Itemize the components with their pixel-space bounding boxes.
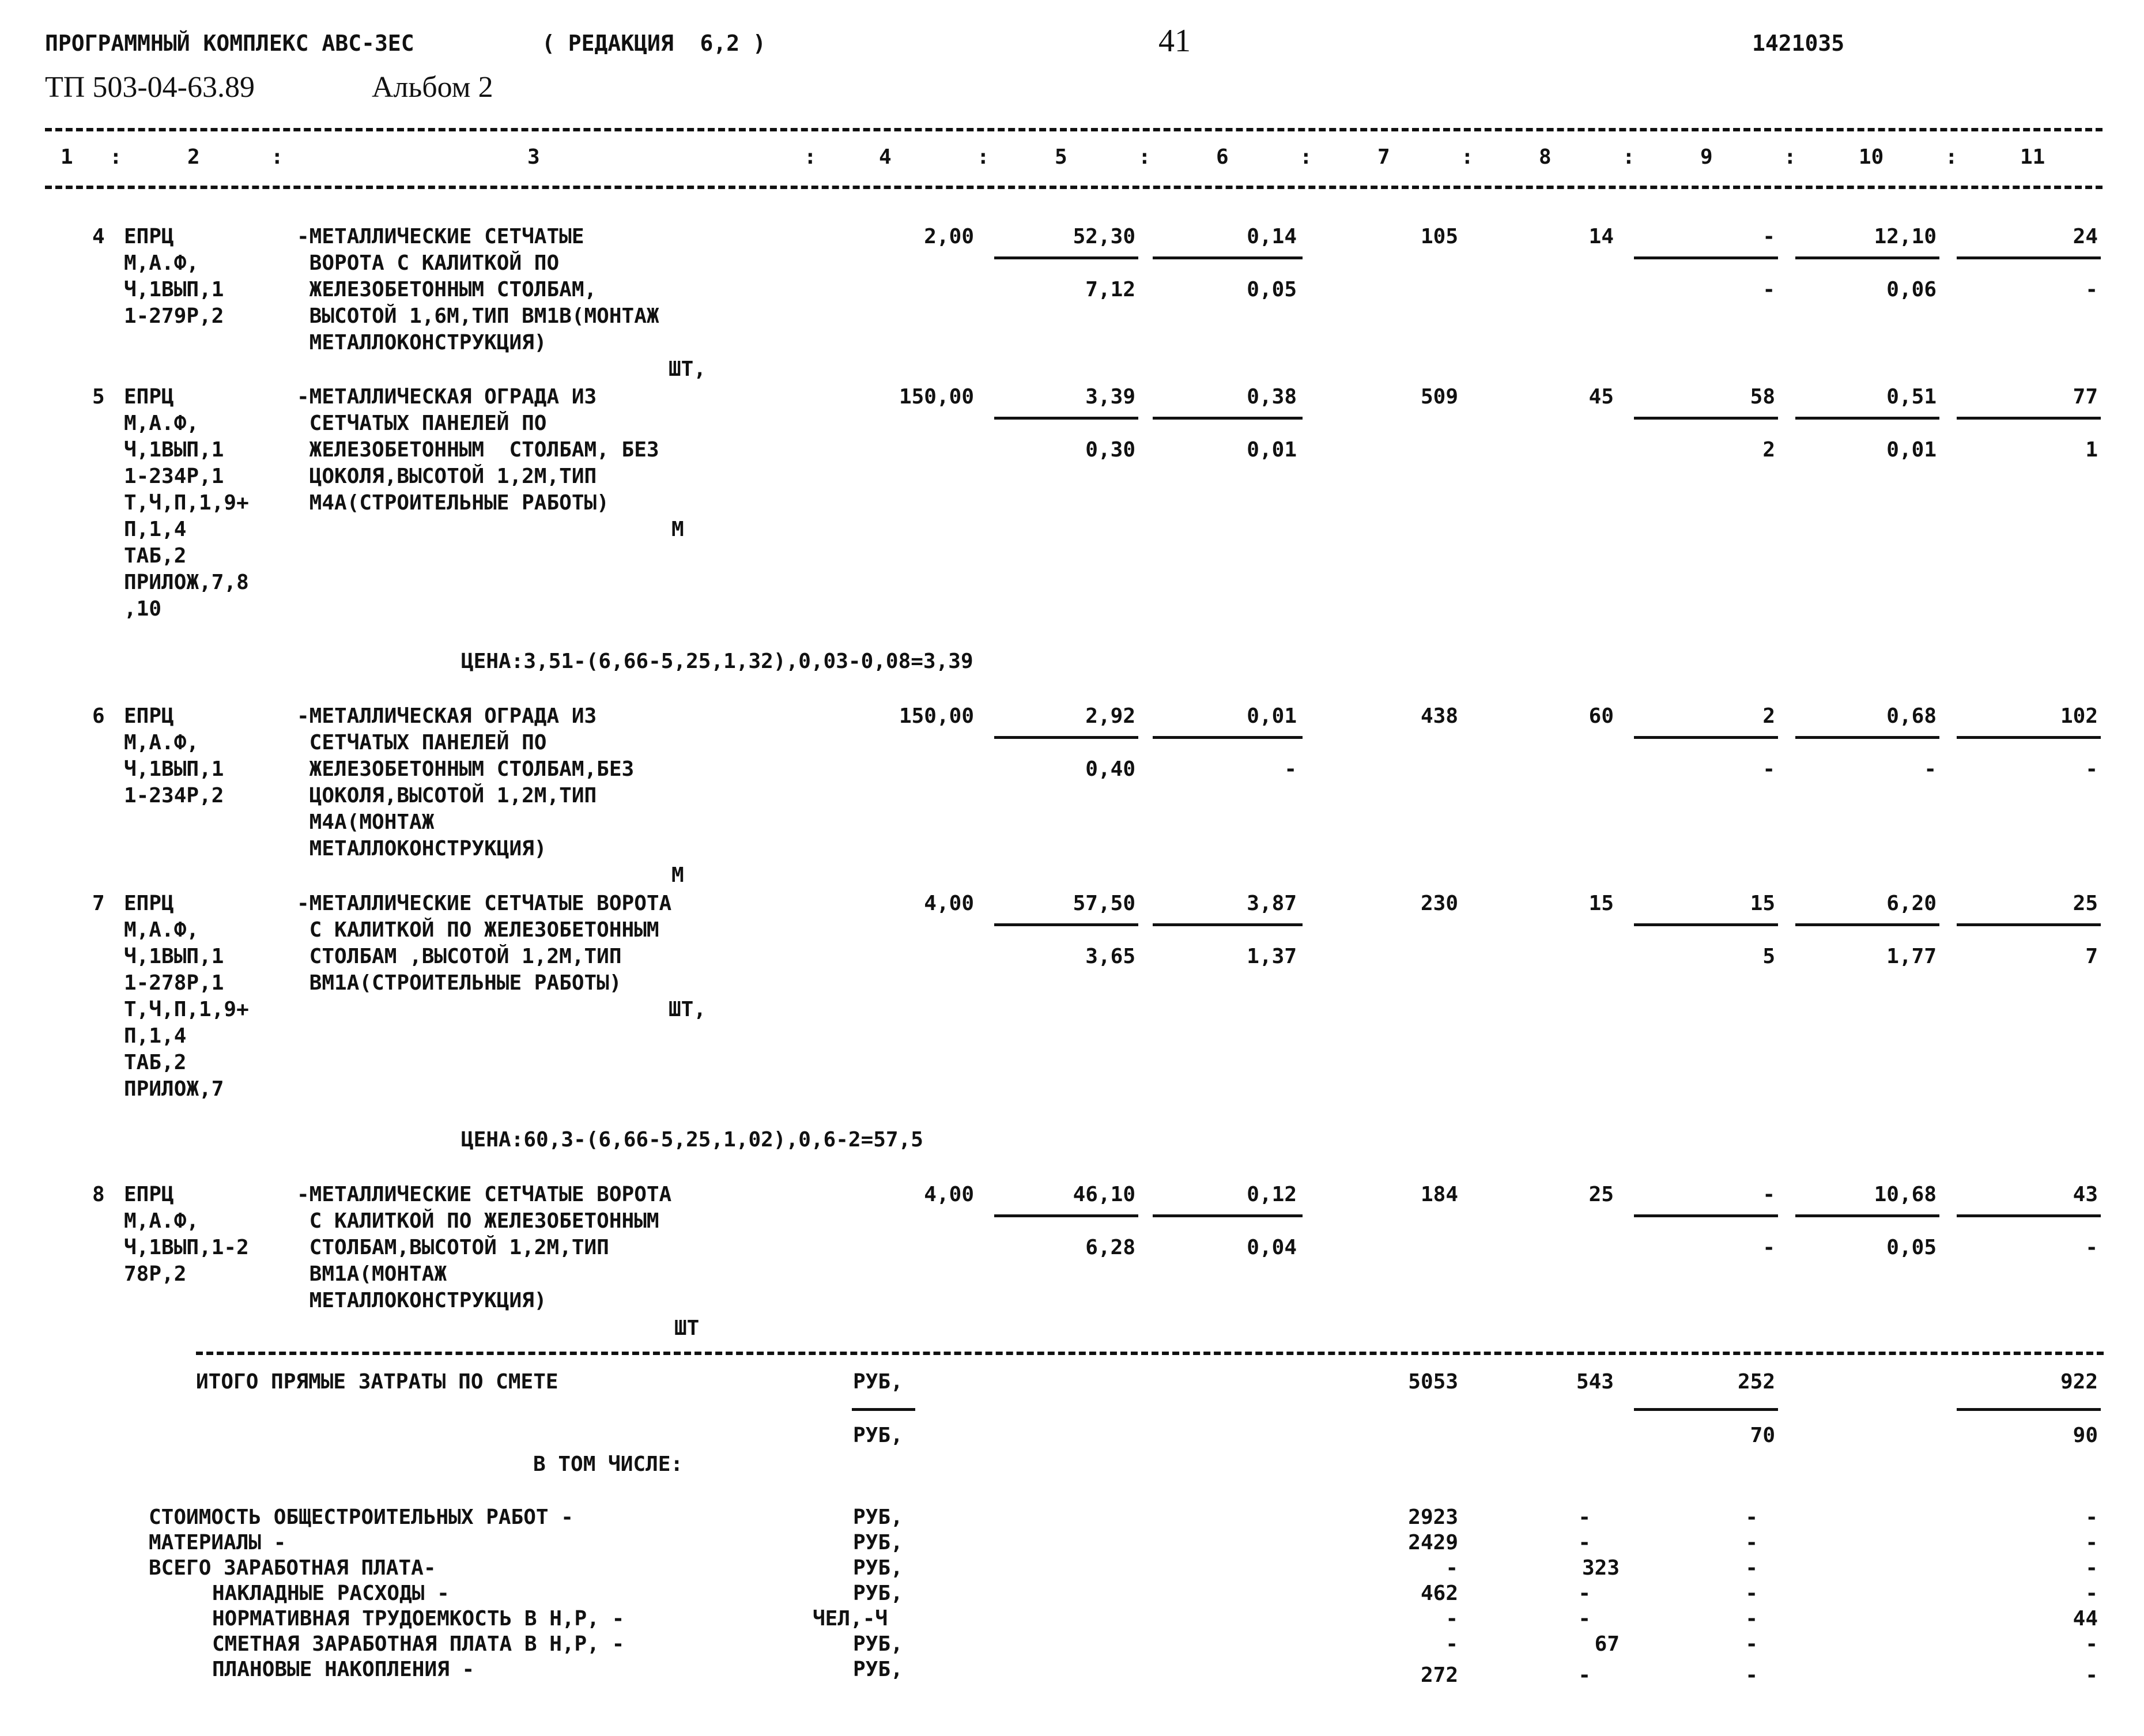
row-desc-line: ВОРОТА С КАЛИТКОЙ ПО [297,251,560,275]
album-label: Альбом 2 [372,71,493,104]
col-8-header: 8 [1539,145,1552,169]
cell-c10: 12,10 [1874,225,1937,248]
cell-c6: 0,38 [1247,385,1297,409]
row-code-line: ТАБ,2 [124,544,187,568]
cell-c6b: 1,37 [1247,945,1297,968]
cell-c9b: - [1762,278,1775,301]
cell-c11: 102 [2060,704,2098,728]
fraction-rule [1957,736,2101,739]
row-number: 6 [92,704,105,728]
fraction-rule [1634,1214,1778,1217]
breakdown-label: ПЛАНОВЫЕ НАКОПЛЕНИЯ - [212,1658,475,1681]
including-label: В ТОМ ЧИСЛЕ: [533,1452,684,1476]
cell-c7: 509 [1420,385,1458,409]
breakdown-label: ВСЕГО ЗАРАБОТНАЯ ПЛАТА- [149,1556,436,1580]
fraction-rule [1795,256,1939,259]
cell-c10b: 0,06 [1886,278,1937,301]
cell-c8: 15 [1588,892,1614,915]
col-1-header: 1 [61,145,73,169]
cell-c10b: 1,77 [1886,945,1937,968]
cell-c11b: 7 [2085,945,2098,968]
row-desc-line: М4А(СТРОИТЕЛЬНЫЕ РАБОТЫ) [297,491,609,515]
fraction-rule [1634,1408,1778,1411]
cell-c4: 4,00 [924,892,974,915]
breakdown-c11: - [2085,1582,2098,1605]
breakdown-unit: РУБ, [853,1632,903,1656]
breakdown-c11: - [2085,1531,2098,1554]
row-code-line: ЕПРЦ [124,225,174,248]
cell-c6b: 0,01 [1247,438,1297,462]
fraction-rule [1153,1214,1303,1217]
fraction-rule [1153,736,1303,739]
row-desc-line: С КАЛИТКОЙ ПО ЖЕЛЕЗОБЕТОННЫМ [297,1209,659,1233]
total-c8: 543 [1576,1370,1614,1394]
breakdown-unit: РУБ, [853,1582,903,1605]
cell-c10b: - [1924,757,1937,781]
breakdown-label: СТОИМОСТЬ ОБЩЕСТРОИТЕЛЬНЫХ РАБОТ - [149,1505,573,1529]
row-code-line: ,10 [124,597,162,621]
row-desc-line: ЖЕЛЕЗОБЕТОННЫМ СТОЛБАМ,БЕЗ [297,757,635,781]
row-code-line: ТАБ,2 [124,1051,187,1074]
breakdown-c11: - [2085,1556,2098,1580]
row-code-line: 1-234Р,2 [124,784,224,807]
row-desc-line: ВМ1А(СТРОИТЕЛЬНЫЕ РАБОТЫ) [297,971,622,995]
cell-c11: 24 [2073,225,2098,248]
cell-c9b: - [1762,1236,1775,1259]
breakdown-c9: - [1745,1556,1758,1580]
row-desc-line: -МЕТАЛЛИЧЕСКИЕ СЕТЧАТЫЕ ВОРОТА [297,892,672,915]
breakdown-label: СМЕТНАЯ ЗАРАБОТНАЯ ПЛАТА В Н,Р, - [212,1632,625,1656]
col-separator: : [1945,145,1958,169]
cell-c5: 57,50 [1073,892,1135,915]
row-code-line: Т,Ч,П,1,9+ [124,998,249,1021]
cell-c11b: - [2085,278,2098,301]
total-c11: 922 [2060,1370,2098,1394]
row-desc-line: СТОЛБАМ,ВЫСОТОЙ 1,2М,ТИП [297,1236,609,1259]
row-code-line: 1-234Р,1 [124,465,224,488]
col-7-header: 7 [1377,145,1390,169]
total-unit-secondary: РУБ, [853,1424,903,1447]
col-11-header: 11 [2020,145,2045,169]
row-desc-line: ВЫСОТОЙ 1,6М,ТИП ВМ1В(МОНТАЖ [297,304,659,328]
row-desc-line: ЖЕЛЕЗОБЕТОННЫМ СТОЛБАМ, [297,278,597,301]
cell-c8: 60 [1588,704,1614,728]
row-desc-line: -МЕТАЛЛИЧЕСКАЯ ОГРАДА ИЗ [297,385,597,409]
cell-c9: 2 [1762,704,1775,728]
row-code-line: М,А.Ф, [124,251,199,275]
col-9-header: 9 [1700,145,1713,169]
cell-c11: 43 [2073,1183,2098,1206]
row-code-line: Ч,1ВЫП,1 [124,278,224,301]
row-desc-line: ЦОКОЛЯ,ВЫСОТОЙ 1,2М,ТИП [297,465,597,488]
breakdown-unit: РУБ, [853,1505,903,1529]
row-number: 7 [92,892,105,915]
row-code-line: Ч,1ВЫП,1-2 [124,1236,249,1259]
row-code-line: ЕПРЦ [124,1183,174,1206]
fraction-rule [1634,736,1778,739]
cell-c5: 3,39 [1085,385,1135,409]
cell-c9: 15 [1750,892,1775,915]
breakdown-unit: РУБ, [853,1658,903,1681]
breakdown-c7: 462 [1420,1582,1458,1605]
breakdown-c8: - [1578,1607,1591,1631]
breakdown-c9: - [1745,1607,1758,1631]
total-c9b: 70 [1750,1424,1775,1447]
cell-c10: 6,20 [1886,892,1937,915]
row-desc-line: СЕТЧАТЫХ ПАНЕЛЕЙ ПО [297,731,547,754]
row-desc-line: ЖЕЛЕЗОБЕТОННЫМ СТОЛБАМ, БЕЗ [297,438,659,462]
price-formula: ЦЕНА:3,51-(6,66-5,25,1,32),0,03-0,08=3,39 [461,650,973,673]
breakdown-c7: - [1445,1632,1458,1656]
row-number: 8 [92,1183,105,1206]
cell-c7: 438 [1420,704,1458,728]
row-desc-line: СТОЛБАМ ,ВЫСОТОЙ 1,2М,ТИП [297,945,622,968]
cell-c8: 45 [1588,385,1614,409]
breakdown-c9: - [1745,1531,1758,1554]
cell-c6b: 0,04 [1247,1236,1297,1259]
fraction-rule [1634,923,1778,926]
fraction-rule [1957,1408,2101,1411]
fraction-rule [1957,1214,2101,1217]
row-code-line: ЕПРЦ [124,892,174,915]
fraction-rule [994,736,1138,739]
cell-c5: 52,30 [1073,225,1135,248]
cell-c6b: 0,05 [1247,278,1297,301]
col-3-header: 3 [527,145,540,169]
row-code-line: ПРИЛОЖ,7 [124,1077,224,1101]
row-desc-line: СЕТЧАТЫХ ПАНЕЛЕЙ ПО [297,412,547,435]
total-c7: 5053 [1408,1370,1458,1394]
col-separator: : [977,145,990,169]
breakdown-c7: - [1445,1607,1458,1631]
row-code-line: ЕПРЦ [124,704,174,728]
cell-c6b: - [1284,757,1297,781]
cell-c8: 14 [1588,225,1614,248]
cell-c11b: - [2085,757,2098,781]
row-code-line: П,1,4 [124,1024,187,1048]
breakdown-c11: 44 [2073,1607,2098,1631]
row-desc-line: МЕТАЛЛОКОНСТРУКЦИЯ) [297,837,547,861]
col-separator: : [271,145,284,169]
row-code-line: Ч,1ВЫП,1 [124,757,224,781]
breakdown-label: НАКЛАДНЫЕ РАСХОДЫ - [212,1582,450,1605]
col-separator: : [1461,145,1474,169]
cell-c7: 105 [1420,225,1458,248]
fraction-rule [1634,256,1778,259]
cell-c5b: 0,40 [1085,757,1135,781]
fraction-rule [994,923,1138,926]
fraction-rule [1153,256,1303,259]
cell-c6: 0,12 [1247,1183,1297,1206]
breakdown-c8: - [1578,1531,1591,1554]
fraction-rule [1957,923,2101,926]
page-number: 41 [1158,23,1191,59]
fraction-rule [994,256,1138,259]
cell-c11: 25 [2073,892,2098,915]
row-desc-line: М4А(МОНТАЖ [297,810,435,834]
fraction-rule [1634,417,1778,420]
fraction-rule [1153,417,1303,420]
col-separator: : [1784,145,1796,169]
fraction-rule [1795,923,1939,926]
row-desc-line: -МЕТАЛЛИЧЕСКИЕ СЕТЧАТЫЕ [297,225,584,248]
fraction-rule [852,1408,915,1411]
row-code-line: ПРИЛОЖ,7,8 [124,571,249,594]
cell-c10: 0,51 [1886,385,1937,409]
cell-c11: 77 [2073,385,2098,409]
breakdown-label: МАТЕРИАЛЫ - [149,1531,286,1554]
col-separator: : [1622,145,1635,169]
row-code-line: М,А.Ф, [124,918,199,942]
cell-c4: 150,00 [899,704,974,728]
cell-c6: 0,01 [1247,704,1297,728]
col-6-header: 6 [1216,145,1229,169]
row-code-line: Ч,1ВЫП,1 [124,438,224,462]
breakdown-c8: 67 [1594,1632,1620,1656]
fraction-rule [994,417,1138,420]
row-code-line: 1-279Р,2 [124,304,224,328]
cell-c9b: 2 [1762,438,1775,462]
row-number: 4 [92,225,105,248]
breakdown-c7: 2923 [1408,1505,1458,1529]
row-desc-line: -МЕТАЛЛИЧЕСКИЕ СЕТЧАТЫЕ ВОРОТА [297,1183,672,1206]
header-top-rule [45,128,2103,131]
tp-code: ТП 503-04-63.89 [45,71,255,104]
edition-label: ( РЕДАКЦИЯ 6,2 ) [542,31,766,56]
doc-code: 1421035 [1752,31,1845,56]
row-desc-line: ВМ1А(МОНТАЖ [297,1262,447,1286]
row-unit: М [671,518,684,541]
row-desc-line: МЕТАЛЛОКОНСТРУКЦИЯ) [297,331,547,354]
breakdown-c8: 323 [1581,1556,1620,1580]
row-desc-line: МЕТАЛЛОКОНСТРУКЦИЯ) [297,1289,547,1312]
total-unit: РУБ, [853,1370,903,1394]
cell-c5: 46,10 [1073,1183,1135,1206]
cell-c5b: 3,65 [1085,945,1135,968]
fraction-rule [994,1214,1138,1217]
cell-c8: 25 [1588,1183,1614,1206]
row-unit: ШТ [674,1316,700,1340]
totals-rule [196,1352,2104,1355]
cell-c4: 4,00 [924,1183,974,1206]
breakdown-label: НОРМАТИВНАЯ ТРУДОЕМКОСТЬ В Н,Р, - [212,1607,625,1631]
breakdown-c9: - [1745,1663,1758,1687]
breakdown-unit: РУБ, [853,1531,903,1554]
row-unit: ШТ, [669,357,707,381]
total-label: ИТОГО ПРЯМЫЕ ЗАТРАТЫ ПО СМЕТЕ [196,1370,558,1394]
breakdown-c8: - [1578,1505,1591,1529]
col-separator: : [804,145,817,169]
row-code-line: П,1,4 [124,518,187,541]
fraction-rule [1957,256,2101,259]
col-10-header: 10 [1859,145,1884,169]
row-code-line: 1-278Р,1 [124,971,224,995]
breakdown-unit: ЧЕЛ,-Ч [813,1607,888,1631]
cell-c5b: 7,12 [1085,278,1135,301]
cell-c4: 2,00 [924,225,974,248]
breakdown-c9: - [1745,1632,1758,1656]
row-desc-line: ЦОКОЛЯ,ВЫСОТОЙ 1,2М,ТИП [297,784,597,807]
fraction-rule [1795,417,1939,420]
row-number: 5 [92,385,105,409]
fraction-rule [1795,1214,1939,1217]
col-separator: : [1138,145,1151,169]
cell-c5b: 6,28 [1085,1236,1135,1259]
breakdown-c9: - [1745,1505,1758,1529]
row-code-line: Ч,1ВЫП,1 [124,945,224,968]
cell-c10b: 0,01 [1886,438,1937,462]
program-title: ПРОГРАММНЫЙ КОМПЛЕКС АВС-ЗЕС [45,31,414,56]
row-code-line: 78Р,2 [124,1262,187,1286]
breakdown-c8: - [1578,1663,1591,1687]
cell-c5b: 0,30 [1085,438,1135,462]
breakdown-c11: - [2085,1505,2098,1529]
header-bottom-rule [45,186,2103,189]
breakdown-c11: - [2085,1663,2098,1687]
breakdown-unit: РУБ, [853,1556,903,1580]
cell-c9b: - [1762,757,1775,781]
fraction-rule [1795,736,1939,739]
row-unit: М [671,863,684,887]
row-code-line: Т,Ч,П,1,9+ [124,491,249,515]
cell-c7: 184 [1420,1183,1458,1206]
breakdown-c7: 2429 [1408,1531,1458,1554]
row-code-line: М,А.Ф, [124,412,199,435]
col-4-header: 4 [879,145,892,169]
cell-c10b: 0,05 [1886,1236,1937,1259]
row-code-line: ЕПРЦ [124,385,174,409]
cell-c10: 10,68 [1874,1183,1937,1206]
total-c11b: 90 [2073,1424,2098,1447]
breakdown-c7: 272 [1420,1663,1458,1687]
total-c9: 252 [1737,1370,1775,1394]
cell-c4: 150,00 [899,385,974,409]
cell-c9: - [1762,225,1775,248]
price-formula: ЦЕНА:60,3-(6,66-5,25,1,02),0,6-2=57,5 [461,1128,923,1152]
cell-c11b: 1 [2085,438,2098,462]
col-separator: : [1300,145,1312,169]
row-unit: ШТ, [669,998,707,1021]
cell-c6: 3,87 [1247,892,1297,915]
row-code-line: М,А.Ф, [124,731,199,754]
row-code-line: М,А.Ф, [124,1209,199,1233]
cell-c9b: 5 [1762,945,1775,968]
row-desc-line: С КАЛИТКОЙ ПО ЖЕЛЕЗОБЕТОННЫМ [297,918,659,942]
breakdown-c11: - [2085,1632,2098,1656]
col-2-header: 2 [187,145,200,169]
fraction-rule [1153,923,1303,926]
cell-c5: 2,92 [1085,704,1135,728]
col-separator: : [110,145,122,169]
cell-c11b: - [2085,1236,2098,1259]
fraction-rule [1957,417,2101,420]
breakdown-c8: - [1578,1582,1591,1605]
cell-c9: 58 [1750,385,1775,409]
cell-c10: 0,68 [1886,704,1937,728]
cell-c7: 230 [1420,892,1458,915]
row-desc-line: -МЕТАЛЛИЧЕСКАЯ ОГРАДА ИЗ [297,704,597,728]
breakdown-c9: - [1745,1582,1758,1605]
cell-c9: - [1762,1183,1775,1206]
breakdown-c7: - [1445,1556,1458,1580]
col-5-header: 5 [1055,145,1067,169]
cell-c6: 0,14 [1247,225,1297,248]
